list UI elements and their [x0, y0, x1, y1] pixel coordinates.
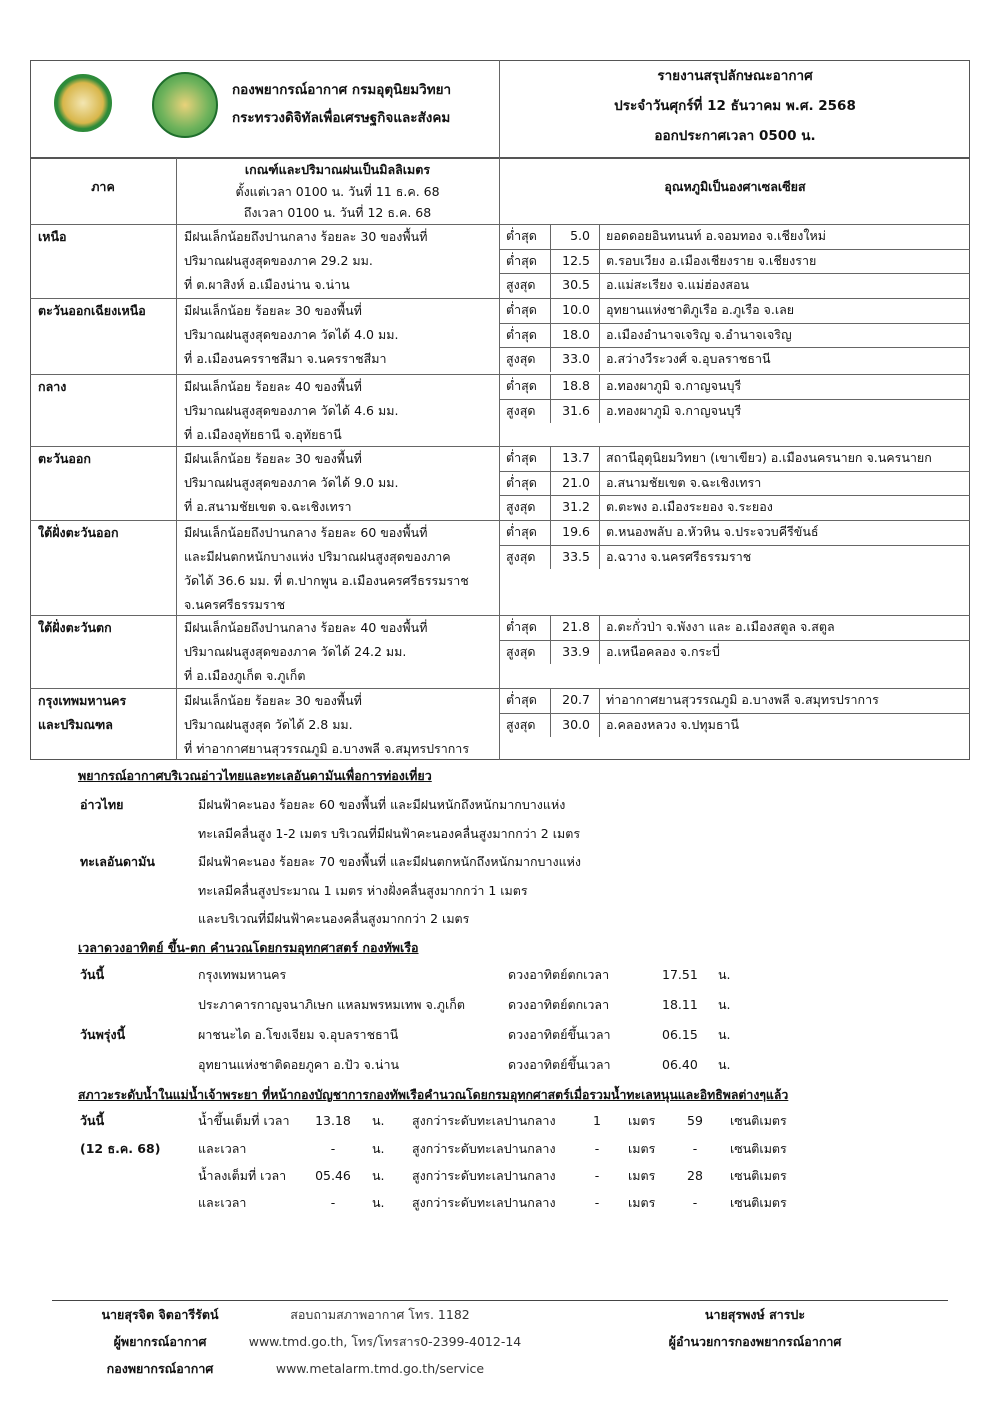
temp-row-divider — [499, 347, 970, 348]
tide-m: - — [594, 1168, 600, 1183]
rain-line: ที่ ท่าอากาศยานสุวรรณภูมิ อ.บางพลี จ.สมุทรปราการ — [184, 741, 470, 756]
temp-row-divider — [499, 713, 970, 714]
rain-line: มีฝนเล็กน้อย ร้อยละ 30 ของพื้นที่ — [184, 451, 362, 466]
rain-line: มีฝนเล็กน้อยถึงปานกลาง ร้อยละ 30 ของพื้นที่ — [184, 229, 428, 244]
rain-line: มีฝนเล็กน้อยถึงปานกลาง ร้อยละ 60 ของพื้นที่ — [184, 525, 428, 540]
temp-place: อุทยานแห่งชาติภูเรือ อ.ภูเรือ จ.เลย — [606, 302, 795, 317]
region-name: กลาง — [38, 379, 67, 394]
tide-cm: - — [692, 1195, 698, 1210]
temp-col-divider — [550, 298, 551, 372]
temp-kind: สูงสุด — [506, 716, 536, 732]
tide-time: 13.18 — [315, 1113, 351, 1128]
sun-unit: น. — [718, 1057, 731, 1072]
rain-line: จ.นครศรีธรรมราช — [184, 597, 286, 612]
temp-value: 10.0 — [562, 302, 590, 317]
rain-line: ที่ ต.ผาสิงห์ อ.เมืองน่าน จ.น่าน — [184, 277, 350, 292]
rain-line: ปริมาณฝนสูงสุดของภาค 29.2 มม. — [184, 253, 373, 268]
temp-row-divider — [499, 545, 970, 546]
rain-line: ปริมาณฝนสูงสุดของภาค วัดได้ 24.2 มม. — [184, 644, 407, 659]
tide-m-unit: เมตร — [628, 1141, 656, 1156]
temp-col-divider — [599, 224, 600, 298]
temp-row-divider — [499, 399, 970, 400]
temp-col-divider — [550, 374, 551, 423]
sun-tomorrow-label: วันพรุ่งนี้ — [80, 1027, 126, 1042]
sun-place: อุทยานแห่งชาติดอยภูคา อ.ปัว จ.น่าน — [198, 1057, 400, 1072]
rain-line: ที่ อ.เมืองอุทัยธานี จ.อุทัยธานี — [184, 427, 342, 442]
region-divider — [30, 446, 970, 447]
temp-kind: ต่ำสุด — [506, 228, 537, 243]
sun-event: ดวงอาทิตย์ขึ้นเวลา — [508, 1027, 611, 1042]
temp-place: ยอดดอยอินทนนท์ อ.จอมทอง จ.เชียงใหม่ — [606, 228, 826, 243]
tide-cm: 28 — [687, 1168, 703, 1183]
temp-place: อ.เหนือคลอง จ.กระบี่ — [606, 643, 720, 659]
gulf-line-1: มีฝนฟ้าคะนอง ร้อยละ 60 ของพื้นที่ และมีฝนหนักถึงหนักมากบางแห่ง — [198, 797, 566, 812]
temp-kind: ต่ำสุด — [506, 692, 537, 707]
temp-col-divider — [599, 446, 600, 520]
temp-value: 18.0 — [562, 326, 590, 342]
tide-label: น้ำขึ้นเต็มที่ เวลา — [198, 1113, 290, 1128]
tide-time: 05.46 — [315, 1168, 351, 1183]
tide-unit: น. — [372, 1141, 385, 1156]
temp-row-divider — [499, 249, 970, 250]
temp-col-divider — [599, 520, 600, 569]
director-role: ผู้อำนวยการกองพยากรณ์อากาศ — [668, 1334, 842, 1349]
gulf-label: อ่าวไทย — [80, 797, 124, 812]
forecaster-dept: กองพยากรณ์อากาศ — [106, 1361, 214, 1376]
tide-cm: - — [692, 1141, 698, 1156]
region-divider — [30, 298, 970, 299]
temp-kind: ต่ำสุด — [506, 450, 537, 465]
org-line-2: กระทรวงดิจิทัลเพื่อเศรษฐกิจและสังคม — [232, 110, 451, 126]
temp-col-divider — [599, 298, 600, 372]
sun-today-label: วันนี้ — [80, 967, 105, 982]
tide-m: - — [594, 1141, 600, 1156]
tide-ref: สูงกว่าระดับทะเลปานกลาง — [412, 1141, 556, 1156]
temp-col-divider — [550, 224, 551, 298]
rain-line: และมีฝนตกหนักบางแห่ง ปริมาณฝนสูงสุดของภาค — [184, 549, 451, 564]
sun-event: ดวงอาทิตย์ขึ้นเวลา — [508, 1057, 611, 1072]
sun-time: 06.15 — [662, 1027, 698, 1042]
ministry-logo — [54, 74, 112, 132]
tide-title: สภาวะระดับน้ำในแม่น้ำเจ้าพระยา ที่หน้ากองบัญชาการกองทัพเรือคำนวณโดยกรมอุทกศาสตร์เมื่อรวมน้ำทะเลหนุนและอิทธิพลต่างๆแล้ว — [78, 1088, 789, 1102]
tide-m-unit: เมตร — [628, 1195, 656, 1210]
temp-kind: ต่ำสุด — [506, 474, 537, 490]
temp-row-divider — [499, 273, 970, 274]
forecaster-name: นายสุรจิต จิตอารีรัตน์ — [101, 1307, 219, 1322]
tide-m-unit: เมตร — [628, 1168, 656, 1183]
temp-row-divider — [499, 640, 970, 641]
sun-event: ดวงอาทิตย์ตกเวลา — [508, 967, 610, 982]
forecaster-role: ผู้พยากรณ์อากาศ — [113, 1334, 207, 1349]
tide-day-label: วันนี้ — [80, 1113, 105, 1128]
region-divider — [30, 374, 970, 375]
temp-kind: ต่ำสุด — [506, 524, 537, 539]
temp-value: 19.6 — [562, 524, 590, 539]
temp-kind: สูงสุด — [506, 499, 536, 515]
sun-time: 06.40 — [662, 1057, 698, 1072]
footer-divider — [52, 1300, 948, 1301]
temp-place: อ.แม่สะเรียง จ.แม่ฮ่องสอน — [606, 277, 750, 293]
temp-value: 31.2 — [562, 499, 590, 515]
temp-kind: สูงสุด — [506, 277, 536, 293]
tide-m: - — [594, 1195, 600, 1210]
temp-place: อ.ทองผาภูมิ จ.กาญจนบุรี — [606, 378, 742, 393]
temp-kind: สูงสุด — [506, 643, 536, 659]
temp-value: 33.9 — [562, 643, 590, 659]
temp-col-divider — [550, 688, 551, 737]
region-divider — [30, 615, 970, 616]
temp-col-divider — [599, 688, 600, 737]
marine-title: พยากรณ์อากาศบริเวณอ่าวไทยและทะเลอันดามันเพื่อการท่องเที่ยว — [78, 768, 432, 783]
temp-kind: ต่ำสุด — [506, 378, 537, 393]
temp-value: 33.5 — [562, 548, 590, 564]
temp-value: 13.7 — [562, 450, 590, 465]
region-name: กรุงเทพมหานคร — [38, 693, 127, 708]
tide-cm: 59 — [687, 1113, 703, 1128]
region-name: เหนือ — [38, 229, 67, 244]
sun-time: 17.51 — [662, 967, 698, 982]
rain-line: มีฝนเล็กน้อย ร้อยละ 30 ของพื้นที่ — [184, 303, 362, 318]
temp-place: อ.ตะกั่วป่า จ.พังงา และ อ.เมืองสตูล จ.สตูล — [606, 619, 835, 634]
temp-row-divider — [499, 495, 970, 496]
temp-place: ต.รอบเวียง อ.เมืองเชียงราย จ.เชียงราย — [606, 252, 817, 268]
temp-place: อ.สนามชัยเขต จ.ฉะเชิงเทรา — [606, 474, 762, 490]
temp-kind: ต่ำสุด — [506, 302, 537, 317]
temp-value: 20.7 — [562, 692, 590, 707]
tmd-logo — [152, 72, 218, 138]
col-header-rain-from: ตั้งแต่เวลา 0100 น. วันที่ 11 ธ.ค. 68 — [235, 184, 440, 199]
rain-line: มีฝนเล็กน้อยถึงปานกลาง ร้อยละ 40 ของพื้นที่ — [184, 620, 428, 635]
temp-place: อ.คลองหลวง จ.ปทุมธานี — [606, 716, 740, 732]
tide-label: และเวลา — [198, 1195, 247, 1210]
temp-place: อ.ทองผาภูมิ จ.กาญจนบุรี — [606, 402, 742, 418]
region-divider — [30, 688, 970, 689]
rain-line: ที่ อ.เมืองนครราชสีมา จ.นครราชสีมา — [184, 351, 387, 366]
region-name: ตะวันออกเฉียงเหนือ — [38, 303, 146, 318]
sun-place: ประภาคารกาญจนาภิเษก แหลมพรหมเทพ จ.ภูเก็ต — [198, 997, 465, 1012]
temp-value: 33.0 — [562, 351, 590, 367]
rain-line: วัดได้ 36.6 มม. ที่ ต.ปากพูน อ.เมืองนครศรีธรรมราช — [184, 573, 469, 588]
sun-place: กรุงเทพมหานคร — [198, 967, 287, 982]
tide-cm-unit: เซนติเมตร — [730, 1113, 787, 1128]
col-header-rain-title: เกณฑ์และปริมาณฝนเป็นมิลลิเมตร — [244, 162, 431, 177]
temp-place: ต.ตะพง อ.เมืองระยอง จ.ระยอง — [606, 499, 773, 515]
org-line-1: กองพยากรณ์อากาศ กรมอุตุนิยมวิทยา — [232, 82, 452, 98]
sun-unit: น. — [718, 1027, 731, 1042]
andaman-label: ทะเลอันดามัน — [80, 854, 155, 869]
temp-kind: สูงสุด — [506, 548, 536, 564]
tide-label: น้ำลงเต็มที่ เวลา — [198, 1168, 287, 1183]
temp-kind: สูงสุด — [506, 351, 536, 367]
region-name: ใต้ฝั่งตะวันตก — [38, 620, 112, 635]
rain-line: มีฝนเล็กน้อย ร้อยละ 30 ของพื้นที่ — [184, 693, 362, 708]
sun-unit: น. — [718, 967, 731, 982]
tide-time: - — [330, 1141, 336, 1156]
report-date: ประจำวันศุกร์ที่ 12 ธันวาคม พ.ศ. 2568 — [614, 98, 856, 114]
tide-unit: น. — [372, 1113, 385, 1128]
temp-col-divider — [550, 446, 551, 520]
temp-kind: สูงสุด — [506, 402, 536, 418]
report-title: รายงานสรุปลักษณะอากาศ — [657, 68, 813, 84]
sun-time: 18.11 — [662, 997, 698, 1012]
andaman-line-1: มีฝนฟ้าคะนอง ร้อยละ 70 ของพื้นที่ และมีฝนตกหนักถึงหนักมากบางแห่ง — [198, 854, 581, 869]
temp-col-divider — [550, 520, 551, 569]
sun-unit: น. — [718, 997, 731, 1012]
tide-date-label: (12 ธ.ค. 68) — [80, 1141, 161, 1156]
temp-place: อ.เมืองอำนาจเจริญ จ.อำนาจเจริญ — [606, 326, 792, 342]
temp-value: 21.8 — [562, 619, 590, 634]
col-header-rain-to: ถึงเวลา 0100 น. วันที่ 12 ธ.ค. 68 — [243, 205, 432, 220]
region-name: ใต้ฝั่งตะวันออก — [38, 525, 119, 540]
rain-line: ปริมาณฝนสูงสุดของภาค วัดได้ 4.6 มม. — [184, 403, 399, 418]
temp-value: 30.0 — [562, 716, 590, 732]
tide-ref: สูงกว่าระดับทะเลปานกลาง — [412, 1168, 556, 1183]
region-divider — [30, 520, 970, 521]
temp-row-divider — [499, 471, 970, 472]
col-header-region: ภาค — [91, 179, 115, 194]
rain-line: ปริมาณฝนสูงสุด วัดได้ 2.8 มม. — [184, 717, 353, 732]
temp-col-divider — [550, 615, 551, 664]
temp-place: ท่าอากาศยานสุวรรณภูมิ อ.บางพลี จ.สมุทรปราการ — [606, 692, 879, 707]
gulf-line-2: ทะเลมีคลื่นสูง 1-2 เมตร บริเวณที่มีฝนฟ้าคะนองคลื่นสูงมากกว่า 2 เมตร — [198, 826, 581, 841]
tide-ref: สูงกว่าระดับทะเลปานกลาง — [412, 1195, 556, 1210]
rain-line: ปริมาณฝนสูงสุดของภาค วัดได้ 9.0 มม. — [184, 475, 399, 490]
rain-line: ปริมาณฝนสูงสุดของภาค วัดได้ 4.0 มม. — [184, 327, 399, 342]
sun-title: เวลาดวงอาทิตย์ ขึ้น-ตก คำนวณโดยกรมอุทกศาสตร์ กองทัพเรือ — [78, 940, 419, 955]
director-name: นายสุรพงษ์ สารปะ — [704, 1307, 806, 1322]
temp-row-divider — [499, 323, 970, 324]
temp-place: ต.หนองพลับ อ.หัวหิน จ.ประจวบคีรีขันธ์ — [606, 524, 819, 539]
temp-place: สถานีอุตุนิยมวิทยา (เขาเขียว) อ.เมืองนครนายก จ.นครนายก — [606, 450, 932, 465]
temp-kind: ต่ำสุด — [506, 326, 537, 342]
sun-event: ดวงอาทิตย์ตกเวลา — [508, 997, 610, 1012]
rain-line: ที่ อ.สนามชัยเขต จ.ฉะเชิงเทรา — [184, 499, 352, 514]
temp-kind: ต่ำสุด — [506, 619, 537, 634]
tide-ref: สูงกว่าระดับทะเลปานกลาง — [412, 1113, 556, 1128]
col-header-temp: อุณหภูมิเป็นองศาเซลเซียส — [664, 179, 806, 194]
temp-kind: ต่ำสุด — [506, 252, 537, 268]
temp-place: อ.ฉวาง จ.นครศรีธรรมราช — [606, 548, 752, 564]
region-name: ตะวันออก — [38, 451, 91, 466]
temp-value: 12.5 — [562, 252, 590, 268]
contact-website[interactable]: www.tmd.go.th, โทร/โทรสาร0-2399-4012-14 — [248, 1334, 522, 1349]
temp-value: 30.5 — [562, 277, 590, 293]
temp-value: 18.8 — [562, 378, 590, 393]
region-name: และปริมณฑล — [38, 717, 113, 732]
sun-place: ผาชนะได อ.โขงเจียม จ.อุบลราชธานี — [198, 1027, 399, 1042]
tide-unit: น. — [372, 1168, 385, 1183]
contact-service-url[interactable]: www.metalarm.tmd.go.th/service — [275, 1361, 485, 1376]
rain-line: มีฝนเล็กน้อย ร้อยละ 40 ของพื้นที่ — [184, 379, 362, 394]
andaman-line-2: ทะเลมีคลื่นสูงประมาณ 1 เมตร ห่างฝั่งคลื่นสูงมากกว่า 1 เมตร — [198, 883, 528, 898]
tide-cm-unit: เซนติเมตร — [730, 1195, 787, 1210]
tide-unit: น. — [372, 1195, 385, 1210]
tide-time: - — [330, 1195, 336, 1210]
issue-time: ออกประกาศเวลา 0500 น. — [654, 128, 816, 144]
contact-phone: สอบถามสภาพอากาศ โทร. 1182 — [290, 1307, 470, 1322]
tide-cm-unit: เซนติเมตร — [730, 1141, 787, 1156]
temp-value: 5.0 — [570, 228, 590, 243]
tide-m-unit: เมตร — [628, 1113, 656, 1128]
temp-place: อ.สว่างวีระวงศ์ จ.อุบลราชธานี — [606, 351, 771, 367]
temp-value: 31.6 — [562, 402, 590, 418]
tide-m: 1 — [593, 1113, 601, 1128]
tide-label: และเวลา — [198, 1141, 247, 1156]
tide-cm-unit: เซนติเมตร — [730, 1168, 787, 1183]
rain-line: ที่ อ.เมืองภูเก็ต จ.ภูเก็ต — [184, 668, 306, 683]
andaman-line-3: และบริเวณที่มีฝนฟ้าคะนองคลื่นสูงมากกว่า 2 เมตร — [198, 911, 470, 926]
temp-col-divider — [599, 374, 600, 423]
temp-col-divider — [599, 615, 600, 664]
temp-value: 21.0 — [562, 474, 590, 490]
